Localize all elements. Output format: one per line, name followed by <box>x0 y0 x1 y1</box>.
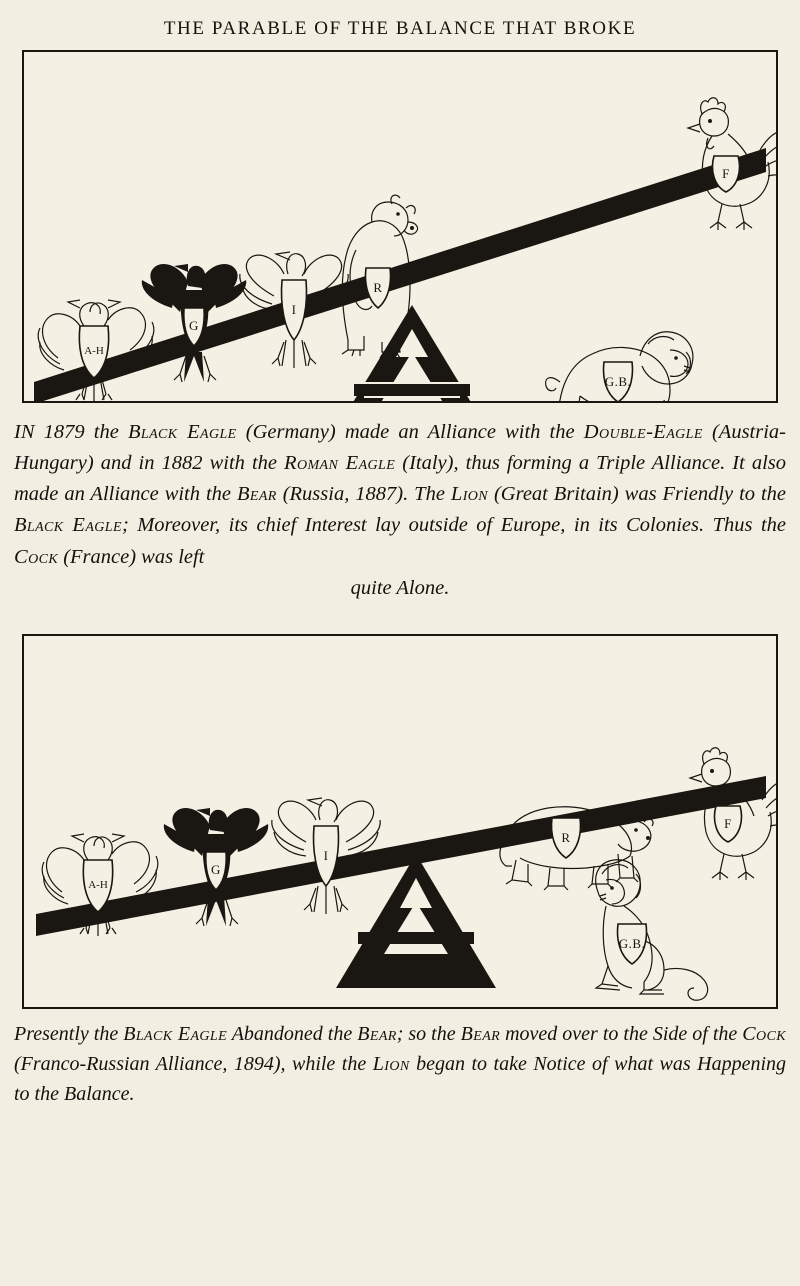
caption-two-sc-3: Bear <box>460 1022 501 1045</box>
caption-one-text-5: (Russia, 1887). The <box>276 483 451 506</box>
caption-two-sc-4: Cock <box>742 1022 786 1045</box>
label-black-eagle: G <box>189 318 199 333</box>
label-double-eagle: A-H <box>84 345 104 357</box>
caption-one-text-4: (Italy), thus forming a Triple Alliance. It also made an Alliance with the <box>14 452 787 506</box>
label-bear: R <box>373 280 383 295</box>
caption-two-sc-5: Lion <box>372 1052 410 1075</box>
caption-one-sc-6: Black Eagle <box>14 514 122 537</box>
spacer <box>0 604 800 634</box>
label-roman-eagle: I <box>323 847 329 863</box>
caption-two-sc-2: Bear <box>357 1022 397 1045</box>
figure-cock <box>690 748 776 880</box>
figure-roman-eagle <box>240 252 348 368</box>
plate-one-drawing <box>24 52 776 401</box>
plate-two-drawing <box>24 636 776 1007</box>
caption-one-text-7: ; Moreover, its chief Interest lay outside of Europe, in its Colonies. Thus the <box>121 514 786 537</box>
caption-one-sc-5: Lion <box>450 483 489 506</box>
label-cock: F <box>722 166 730 181</box>
label-double-eagle: A-H <box>88 878 108 891</box>
caption-two-text-4: moved over to the Side of the <box>500 1022 743 1045</box>
caption-one <box>14 417 786 604</box>
illustration-plate-one <box>22 50 778 403</box>
label-lion: G.B. <box>604 374 632 389</box>
caption-one-text-1: IN 1879 the <box>14 421 128 443</box>
caption-one-text-3: (Austria-Hungary) and in 1882 with the <box>14 421 786 475</box>
caption-one-text-2: (Germany) made an Alliance with the <box>236 421 584 443</box>
caption-two-text-2: Abandoned the <box>227 1022 358 1045</box>
caption-one-text-6: (Great Britain) was Friendly to the <box>488 483 787 506</box>
caption-two-text-5: (Franco-Russian Alliance, 1894), while the <box>14 1052 373 1075</box>
illustration-plate-two <box>22 634 778 1009</box>
label-bear: R <box>561 829 571 845</box>
label-cock: F <box>724 815 732 831</box>
figure-lion <box>596 860 708 1000</box>
caption-two <box>14 1019 786 1109</box>
caption-two-text-1: Presently the <box>14 1022 124 1045</box>
caption-two-sc-1: Black Eagle <box>123 1022 228 1045</box>
caption-two-text-6: began to take Notice of what was Happening to the Balance. <box>14 1052 786 1105</box>
page-title: THE PARABLE OF THE BALANCE THAT BROKE <box>163 18 637 39</box>
caption-one-sc-2: Double-Eagle <box>583 421 703 443</box>
caption-one-sc-3: Roman Eagle <box>284 452 396 475</box>
figure-lion <box>546 332 693 401</box>
page <box>0 18 800 1286</box>
caption-one-last-line: quite Alone. <box>350 576 450 599</box>
caption-one-sc-4: Bear <box>236 483 277 506</box>
caption-two-text-3: ; so the <box>396 1022 461 1045</box>
caption-one-sc-7: Cock <box>14 545 59 568</box>
caption-one-sc-1: Black Eagle <box>127 421 237 443</box>
fulcrum-triangle <box>332 305 492 401</box>
label-lion: G.B. <box>618 935 646 951</box>
label-roman-eagle: I <box>291 302 297 317</box>
caption-one-text-8: (France) was left <box>58 545 205 568</box>
label-black-eagle: G <box>211 861 221 877</box>
